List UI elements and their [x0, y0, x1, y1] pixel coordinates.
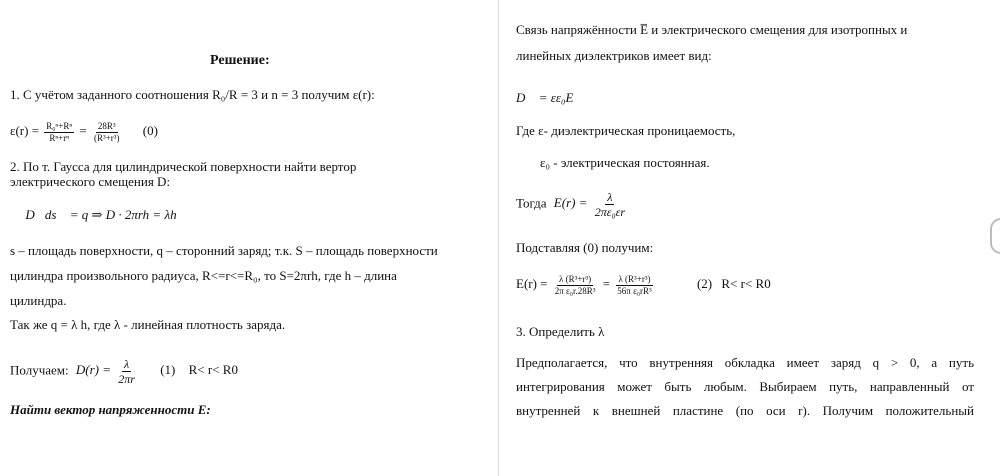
eq2-f1-numerator: λ (R³+r³) — [559, 273, 592, 284]
gauss-equation: ∮ D⃗ds⃗ = q ⇒ D · 2πrh = λh — [12, 207, 177, 222]
eq2-f1-denominator: 2π ε₀r.28R³ — [554, 285, 596, 296]
eq0-tag: (0) — [142, 123, 158, 138]
equation-2 — [516, 272, 771, 297]
paragraph-2-line-1: 2. По т. Гаусса для цилиндрической поверхности найти вертор — [10, 159, 357, 174]
result-tag: (1) — [160, 362, 176, 378]
eq0-f1-denominator: Rⁿ+rⁿ — [49, 132, 70, 143]
result-fraction — [116, 357, 137, 386]
result-lhs: D(r) = — [75, 362, 112, 378]
paragraph-2-line-2: электрического смещения D: — [10, 174, 171, 189]
paragraph-3-line-3: цилиндра. — [10, 293, 67, 308]
eq2-lhs: E(r) = — [516, 276, 548, 291]
paragraph-3-line-2: цилиндра произвольного радиуса, R<=r<=R₀, то S=2πrh, где h – длина — [10, 268, 397, 283]
result-d — [10, 357, 238, 386]
then-equation — [516, 190, 629, 219]
eq2-f2-denominator: 56π ε₀rR³ — [617, 285, 652, 296]
eq2-f2-numerator: λ (R³+r³) — [618, 273, 651, 284]
task-heading: Найти вектор напряженности E: — [10, 402, 211, 417]
right-paragraph-1-line-1: Связь напряжённости E̅ и электрического смещения для изотропных и — [516, 22, 908, 37]
para-line-2: интегрирования может быть любым. Выбираем путь, направленный от — [516, 379, 974, 394]
eq2-fraction-1 — [553, 274, 598, 297]
eq0-f2-numerator: 28R³ — [97, 120, 116, 131]
result-denominator: 2πr — [118, 372, 135, 386]
eq0-lhs: ε(r) = — [10, 123, 40, 138]
paragraph-3-line-1: s – площадь поверхности, q – сторонний заряд; т.к. S – площадь поверхности — [10, 243, 438, 258]
result-condition: R< r< R0 — [188, 362, 238, 378]
step-3-heading: 3. Определить λ — [516, 324, 605, 339]
then-numerator: λ — [607, 190, 613, 204]
eq0-equals: = — [79, 123, 87, 138]
substitution-text: Подставляя (0) получим: — [516, 240, 654, 255]
eq2-condition: R< r< R0 — [721, 276, 771, 291]
para-line-1: Предполагается, что внутренняя обкладка имеет заряд q > 0, а путь — [516, 355, 974, 370]
eq2-equals: = — [602, 276, 611, 291]
para-line-3: внутренней к внешней пластине (по оси r). Получим положительный — [516, 403, 974, 418]
d-e-relation: D⃗ = εε₀E⃗ — [516, 90, 584, 105]
then-lhs: E(r) = — [553, 195, 588, 211]
where-epsilon-zero: ε₀ - электрическая постоянная. — [540, 155, 710, 170]
eq2-tag: (2) — [696, 276, 713, 291]
then-label: Тогда — [516, 195, 547, 211]
equation-0 — [10, 120, 158, 144]
solution-heading: Решение: — [210, 53, 270, 68]
result-numerator: λ — [124, 357, 130, 371]
eq0-fraction-2 — [92, 121, 121, 144]
then-fraction — [593, 190, 627, 219]
eq0-f1-numerator: R₀ⁿ+Rⁿ — [46, 120, 73, 131]
paragraph-1: 1. С учётом заданного соотношения R₀/R = 3 и n = 3 получим ε(r): — [10, 87, 375, 102]
paragraph-4: Так же q = λ h, где λ - линейная плотность заряда. — [10, 317, 286, 332]
eq0-fraction-1 — [44, 121, 74, 144]
eq0-f2-denominator: (R³+r³) — [94, 132, 120, 143]
result-label: Получаем: — [10, 362, 69, 378]
scroll-handle[interactable] — [990, 218, 1000, 254]
right-paragraph-1-line-2: линейных диэлектриков имеет вид: — [516, 48, 712, 63]
where-epsilon: Где ε- диэлектрическая проницаемость, — [516, 123, 736, 138]
eq2-fraction-2 — [615, 274, 653, 297]
then-denominator: 2πε₀εr — [594, 205, 626, 219]
